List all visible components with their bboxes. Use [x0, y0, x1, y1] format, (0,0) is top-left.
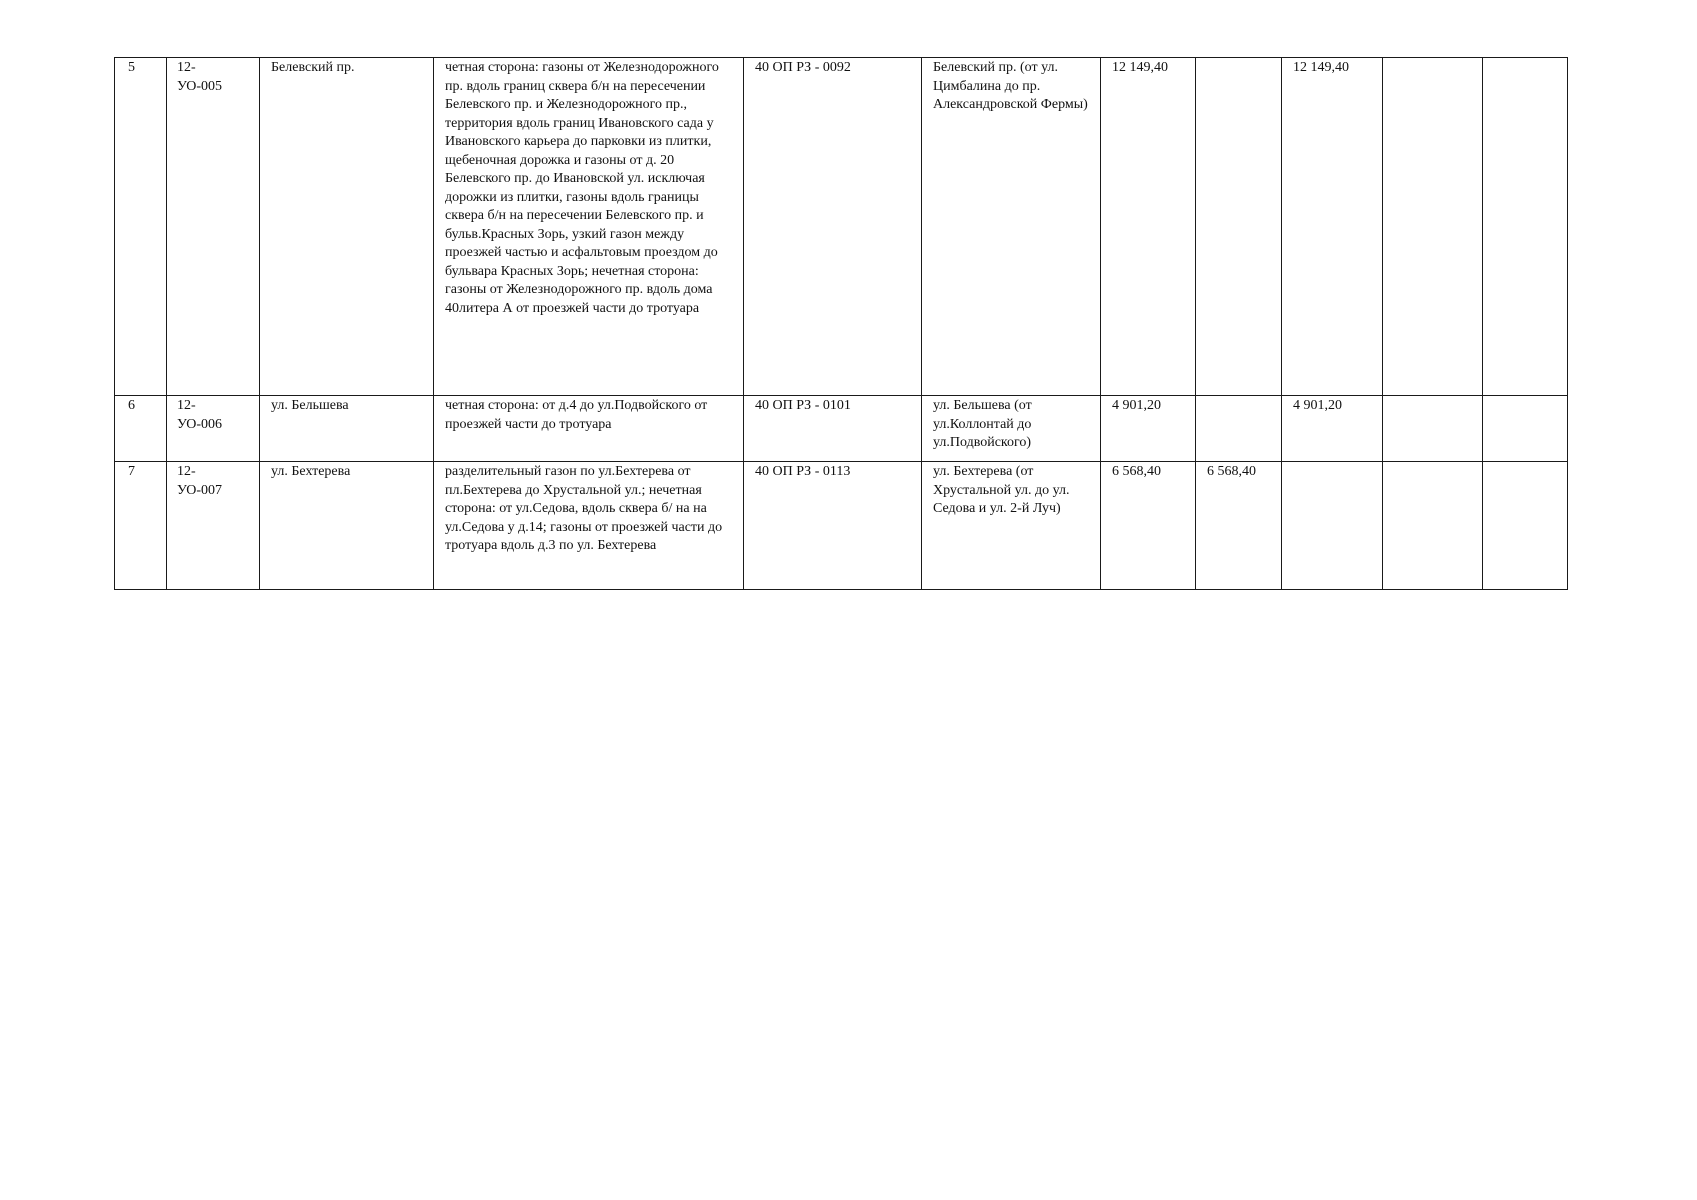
- table-row: [115, 396, 1568, 462]
- area-col-9: [1282, 462, 1383, 590]
- territory-description: четная сторона: от д.4 до ул.Подвойского от проезжей части до тротуара: [434, 396, 744, 462]
- row-number: 6: [115, 396, 167, 462]
- area-col-11: [1483, 58, 1568, 396]
- area-col-9: 12 149,40: [1282, 58, 1383, 396]
- street-name: ул. Бельшева: [260, 396, 434, 462]
- area-col-8: 6 568,40: [1196, 462, 1282, 590]
- row-number: 7: [115, 462, 167, 590]
- area-col-10: [1383, 396, 1483, 462]
- area-total: 6 568,40: [1101, 462, 1196, 590]
- row-number: 5: [115, 58, 167, 396]
- road-id: 40 ОП РЗ - 0101: [744, 396, 922, 462]
- registry-table: [114, 57, 1568, 590]
- street-name: Белевский пр.: [260, 58, 434, 396]
- area-col-8: [1196, 58, 1282, 396]
- area-col-11: [1483, 396, 1568, 462]
- object-code: 12-УО-007: [167, 462, 260, 590]
- area-total: 4 901,20: [1101, 396, 1196, 462]
- area-col-8: [1196, 396, 1282, 462]
- road-section: ул. Бехтерева (от Хрустальной ул. до ул. Седова и ул. 2-й Луч): [922, 462, 1101, 590]
- area-col-10: [1383, 58, 1483, 396]
- table-row: [115, 462, 1568, 590]
- road-section: Белевский пр. (от ул. Цимбалина до пр. Александровской Фермы): [922, 58, 1101, 396]
- territory-description: четная сторона: газоны от Железнодорожного пр. вдоль границ сквера б/н на пересечении Белевского пр. и Железнодорожного пр., территория вдоль границ Ивановского сада у Ивановского карьера до парковки из плитки, щебеночная дорожка и газоны от д. 20 Белевского пр. до Ивановской ул. исключая дорожки из плитки, газоны вдоль границы сквера б/н на пересечении Белевского пр. и бульв.Красных Зорь, узкий газон между проезжей частью и асфальтовым проездом до бульвара Красных Зорь; нечетная сторона: газоны от Железнодорожного пр. вдоль дома 40литера А от проезжей части до тротуара: [434, 58, 744, 396]
- area-col-9: 4 901,20: [1282, 396, 1383, 462]
- area-col-10: [1383, 462, 1483, 590]
- street-name: ул. Бехтерева: [260, 462, 434, 590]
- area-col-11: [1483, 462, 1568, 590]
- road-id: 40 ОП РЗ - 0113: [744, 462, 922, 590]
- table-row: [115, 58, 1568, 396]
- object-code: 12-УО-005: [167, 58, 260, 396]
- territory-description: разделительный газон по ул.Бехтерева от пл.Бехтерева до Хрустальной ул.; нечетная сторона: от ул.Седова, вдоль сквера б/ на на ул.Седова у д.14; газоны от проезжей части до тротуара вдоль д.3 по ул. Бехтерева: [434, 462, 744, 590]
- object-code: 12-УО-006: [167, 396, 260, 462]
- area-total: 12 149,40: [1101, 58, 1196, 396]
- road-id: 40 ОП РЗ - 0092: [744, 58, 922, 396]
- road-section: ул. Бельшева (от ул.Коллонтай до ул.Подвойского): [922, 396, 1101, 462]
